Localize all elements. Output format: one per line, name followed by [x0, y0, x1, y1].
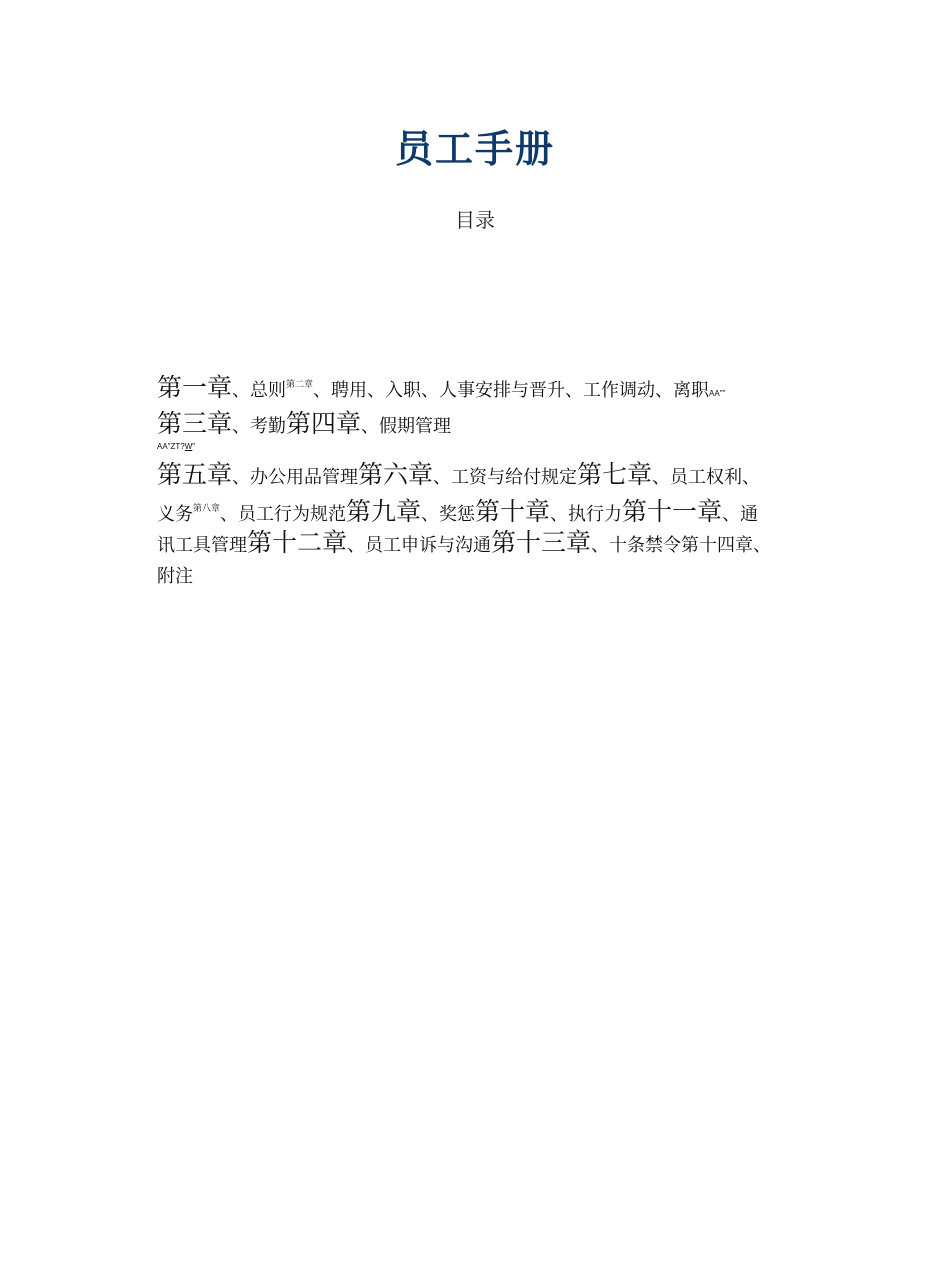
toc-chapter-2: 第二章 [286, 380, 314, 390]
document-title: 员工手册 [394, 127, 555, 171]
toc-chapter-1-title: 、总则 [232, 380, 287, 401]
toc-chapter-5: 第五章 [157, 460, 233, 489]
toc-chapter-12-title: 、员工申诉与沟通 [347, 535, 492, 556]
toc-chapter-7: 第七章 [577, 460, 653, 489]
toc-chapter-6: 第六章 [358, 460, 434, 489]
toc-chapter-3-title: 、考勤 [232, 416, 287, 437]
toc-chapter-8-title: 、员工行为规范 [220, 504, 347, 525]
toc-chapter-11: 第十一章 [622, 497, 723, 526]
toc-garbled-text-underlined: W [184, 442, 193, 451]
toc-chapter-4: 第四章 [286, 409, 362, 438]
toc-line-5 [157, 492, 797, 526]
toc-garbled-text: AA"" [709, 389, 726, 398]
toc-garbled-text: AA"ZT? [157, 442, 185, 451]
toc-line-2 [157, 408, 797, 436]
toc-chapter-8: 第八章 [193, 504, 221, 514]
toc-line-3 [157, 436, 797, 458]
toc-chapter-10-title: 、执行力 [550, 504, 623, 525]
toc-chapter-9-title: 、奖惩 [421, 504, 476, 525]
toc-chapter-5-title: 、办公用品管理 [232, 467, 359, 488]
toc-line-6 [157, 526, 797, 560]
toc-chapter-3: 第三章 [157, 409, 233, 438]
toc-chapter-6-title: 、工资与给付规定 [433, 467, 578, 488]
toc-chapter-11-title: 、通 [722, 504, 759, 525]
toc-chapter-7-title: 、员工权利、 [652, 467, 761, 488]
toc-chapter-2-title: 、聘用、入职、人事安排与晋升、工作调动、离职 [313, 380, 710, 401]
toc-chapter-13-14-title: 、十条禁令第十四章、 [591, 535, 772, 556]
toc-line-7 [157, 560, 797, 594]
toc-chapter-1: 第一章 [157, 373, 233, 402]
table-of-contents [157, 372, 797, 594]
toc-garbled-text: " [192, 442, 196, 451]
toc-chapter-4-title: 、假期管理 [361, 416, 452, 437]
toc-line-1 [157, 372, 797, 408]
toc-chapter-7-title-cont: 义务 [157, 504, 193, 525]
toc-chapter-10: 第十章 [475, 497, 551, 526]
toc-line-4 [157, 458, 797, 492]
toc-heading: 目录 [455, 208, 495, 232]
toc-chapter-12: 第十二章 [247, 528, 348, 557]
toc-chapter-11-title-cont: 讯工具管理 [157, 535, 247, 556]
toc-chapter-13: 第十三章 [491, 528, 592, 557]
toc-chapter-14-title: 附注 [157, 566, 193, 587]
toc-chapter-9: 第九章 [346, 497, 422, 526]
